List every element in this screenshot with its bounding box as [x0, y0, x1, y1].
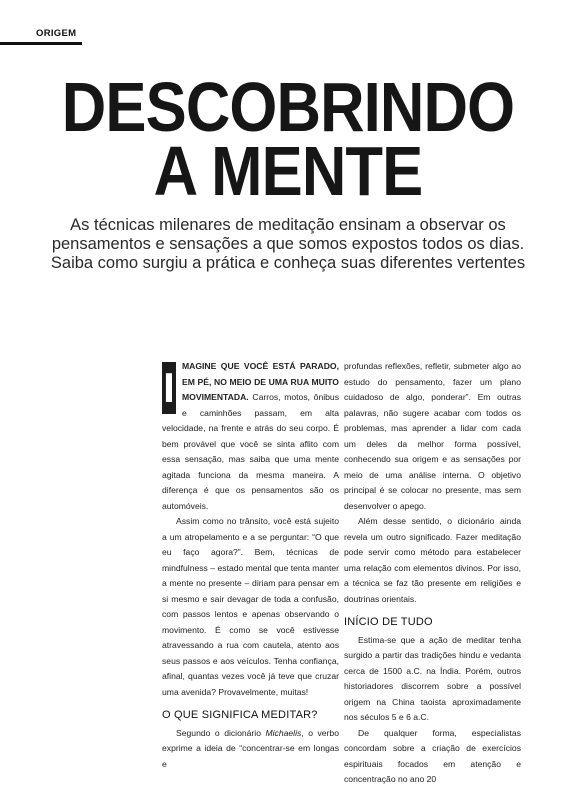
- dictionary-text-start: Segundo o dicionário: [176, 727, 266, 738]
- paragraph-origin: Estima-se que a ação de meditar tenha surgido a partir das tradições hindu e vedanta cerca de 1500 a.C. na Índia. Porém, outros historiadores discorrem sobre a possível origem na China taoista aproximadamente nos séculos 5 e 6 a.C.: [344, 634, 521, 722]
- paragraph-intro: [162, 359, 339, 514]
- paragraph-traffic: Assim como no trânsito, você está sujeito a um atropelamento e a se perguntar: “O que eu faço agora?”. Bem, técnicas de mindfulness – estado mental que tenta manter a mente no presente – diriam para pensar em si mesmo e sair devagar de toda a confusão, com passos lentos e apenas observando o movimento. É como se você estivesse atravessando a rua com cautela, atento aos seus passos e aos veículos. Tenha confiança, afinal, quantas vezes você já teve que cruzar uma avenida? Provavelmente, muitas!: [162, 516, 339, 697]
- subtitle: As técnicas milenares de meditação ensinam a observar os pensamentos e sensações a que somos expostos todos os dias. Saiba como surgiu a prática e conheça suas diferentes vertentes: [50, 216, 526, 272]
- paragraph-reflection: profundas reflexões, refletir, submeter algo ao estudo do pensamento, fazer um plano cuidadoso de algo, ponderar”. Em outras palavras, não sugere acabar com todos os problemas, mas aprender a lidar com cada um deles da melhor forma possível, conhecendo sua origem e as sensações por meio de uma análise interna. O objetivo principal é se colocar no presente, mas sem desenvolver o apego.: [344, 361, 521, 511]
- heading-meaning: O QUE SIGNIFICA MEDITAR?: [162, 709, 318, 721]
- paragraph-specialists: De qualquer forma, especialistas concordam sobre a criação de exercícios espirituais focados em atenção e concentração no ano 20: [344, 727, 521, 784]
- paragraph-dictionary: [162, 726, 339, 773]
- article-column-right: [344, 359, 521, 788]
- drop-cap: I: [162, 362, 176, 414]
- heading-origin: INÍCIO DE TUDO: [344, 616, 433, 628]
- intro-text: Carros, motos, ônibus e caminhões passam, em alta velocidade, na frente e atrás do seu corpo. É bem provável que você se sinta aflito com essa sensação, mas saiba que uma mente agitada funciona da mesma maneira. A diferença é que os pensamentos são os automóveis.: [162, 392, 339, 511]
- paragraph-divine: Além desse sentido, o dicionário ainda revela um outro significado. Fazer meditação pode servir como método para estabelecer uma relação com elementos divinos. Por isso, a técnica se faz tão presente em religiões e doutrinas orientais.: [344, 516, 521, 604]
- section-label: ORIGEM: [36, 28, 77, 39]
- headline-line-2: A MENTE: [153, 132, 423, 210]
- dictionary-name: Michaelis: [265, 727, 302, 738]
- headline-line-1: DESCOBRINDO: [61, 68, 515, 146]
- lead-text: MAGINE QUE VOCÊ ESTÁ PARADO, EM PÉ, NO MEIO DE UMA RUA MUITO MOVIMENTADA.: [182, 361, 339, 402]
- dictionary-text-rest: , o verbo exprime a ideia de “concentrar-se em longas e: [162, 727, 339, 769]
- section-rule: [0, 42, 82, 45]
- article-column-left: [162, 359, 339, 772]
